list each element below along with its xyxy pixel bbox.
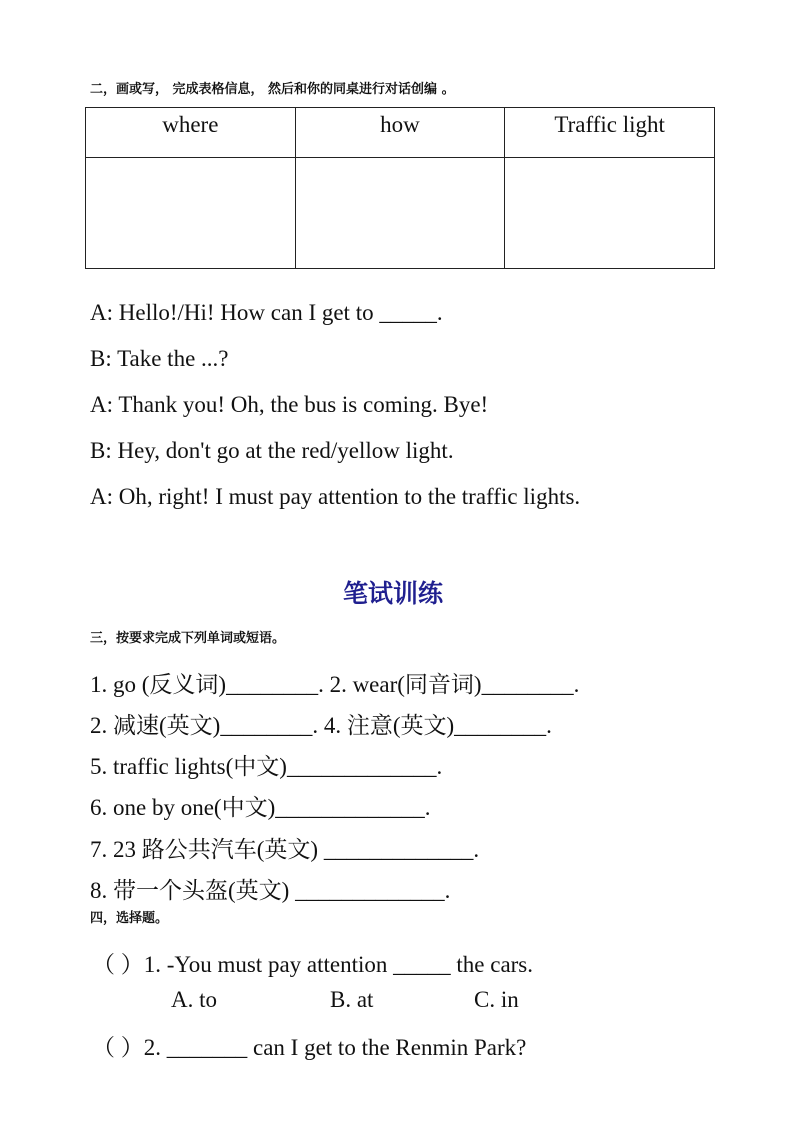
table-header-how: how (295, 108, 505, 158)
question-1: （ ）1. -You must pay attention _____ the cars. (92, 952, 534, 977)
table-cell-where[interactable] (86, 158, 296, 269)
dialogue-line: A: Hello!/Hi! How can I get to _____. (90, 300, 443, 325)
section4-heading: 四，选择题。 (90, 911, 169, 926)
option-a[interactable]: A. to (171, 987, 217, 1012)
exercise-item: 5. traffic lights(中文)_____________. (90, 754, 443, 779)
option-b[interactable]: B. at (330, 987, 374, 1012)
written-practice-title: 笔试训练 (343, 579, 444, 608)
question-2: （ ）2. _______ can I get to the Renmin Park? (92, 1035, 527, 1060)
option-c[interactable]: C. in (474, 987, 519, 1012)
section3-heading: 三，按要求完成下列单词或短语。 (90, 631, 286, 646)
exercise-item: 7. 23 路公共汽车(英文) _____________. (90, 837, 480, 862)
exercise-item: 2. 减速(英文)________. 4. 注意(英文)________. (90, 713, 552, 738)
info-table (85, 107, 715, 269)
dialogue-line: B: Hey, don't go at the red/yellow light. (90, 438, 454, 463)
table-cell-traffic-light[interactable] (505, 158, 715, 269)
dialogue-line: A: Oh, right! I must pay attention to the traffic lights. (90, 484, 581, 509)
dialogue-line: A: Thank you! Oh, the bus is coming. Bye! (90, 392, 489, 417)
table-cell-how[interactable] (295, 158, 505, 269)
table-header-where: where (86, 108, 296, 158)
exercise-item: 6. one by one(中文)_____________. (90, 795, 431, 820)
section2-heading: 二，画或写， 完成表格信息， 然后和你的同桌进行对话创编 。 (90, 82, 455, 97)
dialogue-line: B: Take the ...? (90, 346, 229, 371)
exercise-item: 8. 带一个头盔(英文) _____________. (90, 878, 451, 903)
table-header-traffic-light: Traffic light (505, 108, 715, 158)
exercise-item: 1. go (反义词)________. 2. wear(同音词)________. (90, 672, 580, 697)
